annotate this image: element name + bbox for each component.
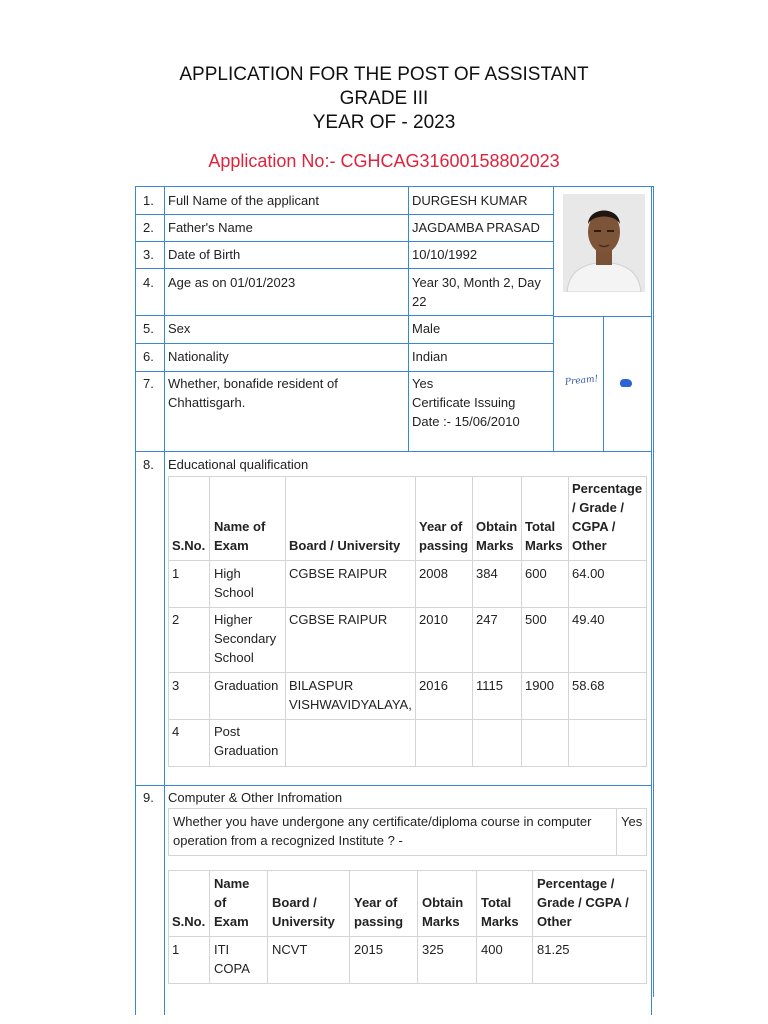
row-number: 1. (143, 193, 154, 208)
sex-label: Sex (168, 321, 191, 336)
col-header-year: Year of (419, 519, 463, 534)
cell-percentage: 81.25 (537, 942, 570, 957)
col-header-percentage: CGPA / (572, 519, 616, 534)
dob-label: Date of Birth (168, 247, 241, 262)
resident-label: Chhattisgarh. (168, 395, 246, 410)
computer-title: Computer & Other Infromation (168, 790, 343, 805)
cell-percentage: 58.68 (572, 678, 605, 693)
col-header-exam: Exam (214, 914, 249, 929)
cell-exam: Post (214, 724, 241, 739)
row-number: 3. (143, 247, 154, 262)
resident-value: Yes (412, 376, 434, 391)
row-number: 8. (143, 457, 154, 472)
cell-board: NCVT (272, 942, 308, 957)
col-header-total: Marks (481, 914, 519, 929)
col-header-total: Total (481, 895, 512, 910)
education-title: Educational qualification (168, 457, 309, 472)
cell-exam: Graduation (214, 678, 279, 693)
cell-exam: Graduation (214, 743, 279, 758)
row-number: 6. (143, 349, 154, 364)
col-header-total: Total (525, 519, 556, 534)
cell-exam: School (214, 585, 254, 600)
thumb-impression-icon (620, 379, 632, 387)
nationality-label: Nationality (168, 349, 229, 364)
cell-exam: High (214, 566, 241, 581)
col-header-exam: Name of (214, 519, 266, 534)
dob-value: 10/10/1992 (412, 247, 478, 262)
form-title-line1: APPLICATION FOR THE POST OF ASSISTANT (179, 64, 589, 85)
form-title-line3: YEAR OF - 2023 (312, 112, 456, 133)
cell-year: 2016 (419, 678, 448, 693)
col-header-obtain: Obtain (476, 519, 518, 534)
cell-exam: Higher (214, 612, 253, 627)
cell-exam: ITI (214, 942, 230, 957)
sex-value: Male (412, 321, 441, 336)
computer-question: operation from a recognized Institute ? - (173, 833, 403, 848)
computer-answer: Yes (621, 814, 643, 829)
computer-question: Whether you have undergone any certificate/diploma course in computer (173, 814, 592, 829)
cell-sno: 2 (172, 612, 180, 627)
col-header-percentage: Percentage / (537, 876, 615, 891)
application-number: Application No:- CGHCAG31600158802023 (208, 151, 560, 171)
age-value: 22 (412, 294, 427, 309)
cell-percentage: 49.40 (572, 612, 605, 627)
person-photo-icon (563, 194, 645, 292)
col-header-board: Board / (272, 895, 317, 910)
col-header-percentage: Percentage (572, 481, 643, 496)
resident-value: Date :- 15/06/2010 (412, 414, 520, 429)
signature-image: Pream! (564, 374, 599, 388)
cell-exam: COPA (214, 961, 250, 976)
col-header-percentage: / Grade / (572, 500, 625, 515)
cell-board: CGBSE RAIPUR (289, 612, 388, 627)
cell-sno: 1 (172, 942, 180, 957)
cell-total: 400 (481, 942, 503, 957)
col-header-obtain: Marks (476, 538, 514, 553)
col-header-exam: Exam (214, 538, 249, 553)
cell-obtain: 247 (476, 612, 498, 627)
row-number: 2. (143, 220, 154, 235)
cell-year: 2010 (419, 612, 448, 627)
age-label: Age as on 01/01/2023 (168, 275, 296, 290)
cell-sno: 4 (172, 724, 180, 739)
cell-total: 600 (525, 566, 547, 581)
col-header-board: University (272, 914, 335, 929)
col-header-sno: S.No. (172, 538, 206, 553)
applicant-name-value: DURGESH KUMAR (412, 193, 528, 208)
col-header-year: passing (419, 538, 469, 553)
col-header-sno: S.No. (172, 914, 206, 929)
col-header-board: Board / University (289, 538, 401, 553)
resident-value: Certificate Issuing (412, 395, 516, 410)
age-value: Year 30, Month 2, Day (412, 275, 541, 290)
cell-exam: Secondary (214, 631, 277, 646)
cell-exam: School (214, 650, 254, 665)
cell-sno: 3 (172, 678, 180, 693)
nationality-value: Indian (412, 349, 448, 364)
resident-label: Whether, bonafide resident of (168, 376, 338, 391)
cell-total: 1900 (525, 678, 554, 693)
cell-sno: 1 (172, 566, 180, 581)
cell-year: 2015 (354, 942, 383, 957)
row-number: 7. (143, 376, 154, 391)
col-header-percentage: Other (572, 538, 607, 553)
cell-obtain: 325 (422, 942, 444, 957)
col-header-total: Marks (525, 538, 563, 553)
col-header-exam: Name (214, 876, 250, 891)
applicant-photo (563, 194, 645, 292)
col-header-obtain: Obtain (422, 895, 464, 910)
father-name-label: Father's Name (168, 220, 253, 235)
row-number: 4. (143, 275, 154, 290)
col-header-exam: of (214, 895, 227, 910)
col-header-year: Year of (354, 895, 398, 910)
row-number-cell (135, 451, 165, 786)
col-header-year: passing (354, 914, 404, 929)
col-header-obtain: Marks (422, 914, 460, 929)
cell-obtain: 384 (476, 566, 498, 581)
form-title-line2: GRADE III (339, 88, 429, 109)
row-number-cell (135, 785, 165, 1015)
cell-board: CGBSE RAIPUR (289, 566, 388, 581)
applicant-name-label: Full Name of the applicant (168, 193, 320, 208)
cell-total: 500 (525, 612, 547, 627)
father-name-value: JAGDAMBA PRASAD (412, 220, 540, 235)
cell-board: BILASPUR (289, 678, 354, 693)
cell-board: VISHWAVIDYALAYA, (289, 697, 412, 712)
cell-percentage: 64.00 (572, 566, 605, 581)
cell-year: 2008 (419, 566, 448, 581)
row-number: 5. (143, 321, 154, 336)
label-cell (164, 315, 409, 344)
cell-obtain: 1115 (476, 678, 503, 693)
col-header-percentage: Other (537, 914, 572, 929)
col-header-percentage: Grade / CGPA / (537, 895, 629, 910)
row-number: 9. (143, 790, 154, 805)
